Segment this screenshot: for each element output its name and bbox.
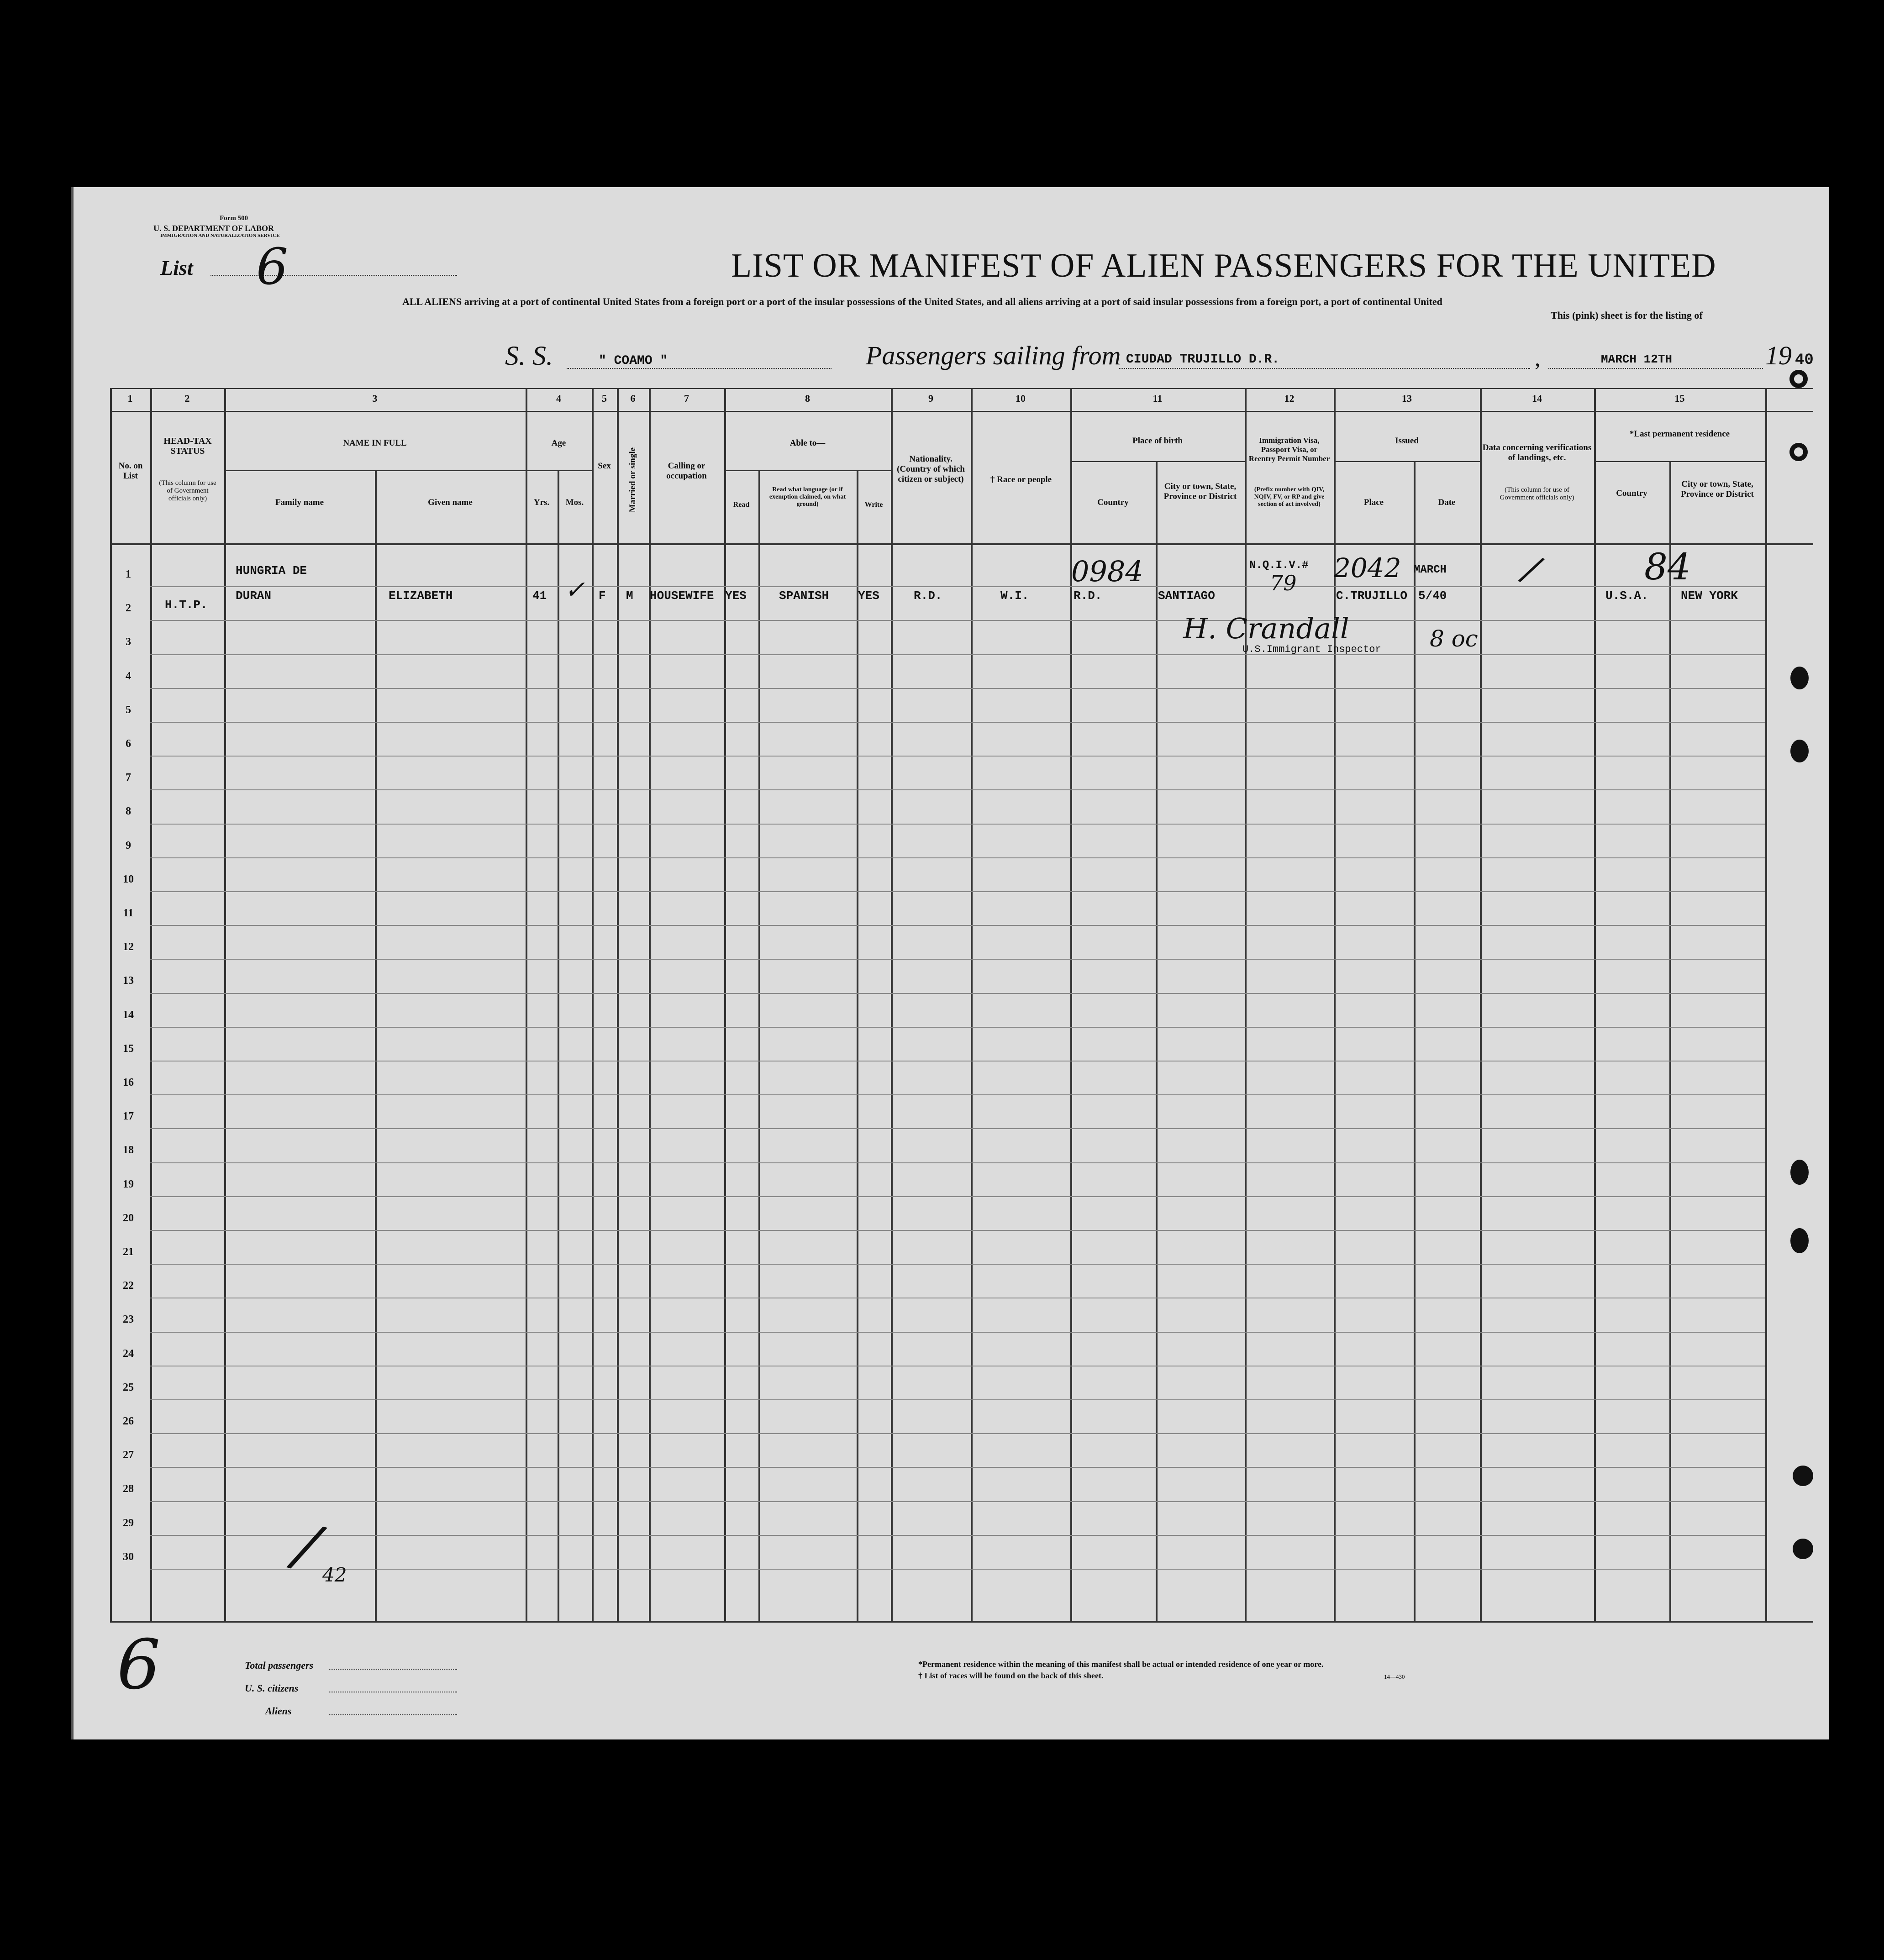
cell-head-tax: H.T.P. <box>165 598 208 612</box>
row-rule <box>150 1128 1765 1129</box>
cell-write: YES <box>858 589 879 603</box>
ship-name: " COAMO " <box>599 354 668 368</box>
row-rule <box>150 756 1765 757</box>
row-number: 17 <box>123 1110 134 1123</box>
colnum-6: 6 <box>630 393 636 404</box>
binder-hole-icon <box>1790 1160 1809 1185</box>
hdr-place-of-birth: Place of birth <box>1132 436 1183 446</box>
row-rule <box>150 1433 1765 1434</box>
cell-read: YES <box>725 589 747 603</box>
hdr-birth-country: Country <box>1097 498 1129 507</box>
row-rule <box>150 789 1765 790</box>
colnum-3: 3 <box>372 393 378 404</box>
colnum-rule <box>110 411 1813 412</box>
hdr-res-city: City or town, State, Province or District <box>1681 479 1754 499</box>
binder-hole-icon <box>1793 1539 1813 1559</box>
inspector-signature: H. Crandall <box>1183 612 1349 645</box>
sailing-line <box>1119 368 1530 369</box>
sailing-from: CIUDAD TRUJILLO D.R. <box>1126 352 1280 367</box>
row-rule <box>150 1535 1765 1536</box>
date-line <box>1548 368 1763 369</box>
row-number: 5 <box>126 704 131 716</box>
row-number: 8 <box>126 805 131 818</box>
col-line <box>1245 388 1247 1621</box>
row-rule <box>150 1094 1765 1095</box>
row-number: 20 <box>123 1212 134 1224</box>
row-number: 22 <box>123 1280 134 1292</box>
hdr-res-country: Country <box>1616 489 1647 498</box>
margin-mark: 6 <box>117 1625 161 1705</box>
binder-hole-icon <box>1789 443 1808 461</box>
cell-res-city: NEW YORK <box>1681 589 1738 603</box>
cell-sex: F <box>599 589 606 603</box>
cell-nationality: R.D. <box>914 589 942 603</box>
row-rule <box>150 722 1765 723</box>
subtitle-1: ALL ALIENS arriving at a port of continental United States from a foreign port or a port of the insular possessions of the United States, and all aliens arriving at a port of said insular possessions from a foreign port, a port of continental United <box>402 296 1442 307</box>
hdr-issued-date: Date <box>1438 498 1456 507</box>
cell-family-line1: HUNGRIA DE <box>236 564 307 578</box>
hdr-nationality: Nationality. (Country of which citizen or subject) <box>897 454 965 484</box>
sailing-date: MARCH 12TH <box>1601 352 1673 366</box>
hdr-write: Write <box>864 501 883 509</box>
row-number: 10 <box>123 873 134 885</box>
row-rule <box>150 891 1765 892</box>
row-number: 14 <box>123 1009 134 1021</box>
hdr-able-to: Able to— <box>789 438 826 448</box>
initials: 8 oc <box>1430 625 1478 652</box>
service: IMMIGRATION AND NATURALIZATION SERVICE <box>160 233 280 238</box>
col-line <box>526 388 527 1621</box>
res-subrule <box>1594 461 1765 462</box>
cell-res-country: U.S.A. <box>1605 589 1648 603</box>
colnum-13: 13 <box>1402 393 1412 404</box>
col-line <box>1669 461 1671 1621</box>
hdr-married: Married or single <box>628 447 637 513</box>
hdr-head-tax-note: (This column for use of Government officials only) <box>159 479 216 502</box>
hdr-given-name: Given name <box>428 498 473 507</box>
hdr-head-tax: HEAD-TAX STATUS <box>163 436 212 456</box>
col-line <box>891 388 893 1621</box>
cell-issued-place: C.TRUJILLO <box>1336 589 1408 603</box>
colnum-9: 9 <box>928 393 933 404</box>
cell-race: W.I. <box>1000 589 1029 603</box>
cell-issued-date: 5/40 <box>1418 589 1447 603</box>
row-rule <box>150 1196 1765 1197</box>
hdr-read: Read <box>733 501 750 509</box>
hdr-name-in-full: NAME IN FULL <box>343 438 407 448</box>
table-top-rule <box>110 388 1813 389</box>
binder-hole-icon <box>1789 370 1808 388</box>
row-rule <box>150 959 1765 960</box>
cell-married: M <box>626 589 633 603</box>
cell-issued-month: MARCH <box>1414 564 1447 576</box>
col-line <box>1480 388 1482 1621</box>
inspector-title: U.S.Immigrant Inspector <box>1242 644 1381 655</box>
hdr-family-name: Family name <box>275 498 324 507</box>
row-number: 1 <box>126 568 131 580</box>
colnum-10: 10 <box>1016 393 1026 404</box>
cell-visa-line2: 79 <box>1270 571 1297 595</box>
col-line <box>375 470 377 1621</box>
row-number: 24 <box>123 1347 134 1360</box>
row-rule <box>150 1264 1765 1265</box>
row-number: 15 <box>123 1042 134 1055</box>
bottom-count: 42 <box>322 1564 347 1586</box>
checkmark-icon: ✓ <box>564 575 585 604</box>
row-number: 4 <box>126 670 131 682</box>
form-number: Form 500 <box>220 215 248 222</box>
row-number: 28 <box>123 1483 134 1495</box>
colnum-8: 8 <box>805 393 810 404</box>
cell-language: SPANISH <box>779 589 829 603</box>
row-number: 12 <box>123 941 134 953</box>
row-number: 9 <box>126 839 131 851</box>
cell-yrs: 41 <box>532 589 547 603</box>
hdr-birth-city: City or town, State, Province or District <box>1163 482 1237 501</box>
row-number: 13 <box>123 975 134 987</box>
age-subrule <box>526 470 592 471</box>
able-subrule <box>724 470 891 471</box>
form-code: 14—430 <box>1384 1673 1405 1680</box>
cell-birth-country: R.D. <box>1074 589 1102 603</box>
aliens-label: Aliens <box>265 1705 292 1717</box>
table-bottom-rule <box>110 1621 1813 1623</box>
row-number: 16 <box>123 1077 134 1088</box>
col-line <box>558 470 559 1621</box>
slash-mark-icon: / <box>289 1509 326 1582</box>
total-passengers-line <box>329 1669 457 1670</box>
row-number: 3 <box>126 636 131 648</box>
footnote-races: † List of races will be found on the back of this sheet. <box>918 1671 1104 1680</box>
hdr-age: Age <box>551 438 566 448</box>
year-prefix: 19 <box>1765 341 1792 370</box>
binder-hole-icon <box>1790 740 1809 762</box>
row-rule <box>150 1501 1765 1502</box>
cell-visa-line1: N.Q.I.V.# <box>1249 559 1309 572</box>
hdr-visa: Immigration Visa, Passport Visa, or Reentry Permit Number <box>1248 436 1330 463</box>
row-number: 30 <box>123 1550 134 1563</box>
colnum-7: 7 <box>684 393 689 404</box>
col-line <box>724 388 726 1621</box>
ss-label: S. S. <box>505 341 553 371</box>
col-line <box>758 470 760 1621</box>
colnum-11: 11 <box>1153 393 1163 404</box>
list-label: List <box>160 256 193 279</box>
row-rule <box>150 857 1765 858</box>
name-subrule <box>224 470 526 471</box>
hdr-no-on-list: No. on List <box>118 461 143 481</box>
hdr-issued: Issued <box>1395 436 1419 446</box>
row-rule <box>150 1230 1765 1231</box>
colnum-12: 12 <box>1284 393 1295 404</box>
aliens-line <box>329 1714 457 1715</box>
col-line <box>971 388 973 1621</box>
footnote-residence: *Permanent residence within the meaning of this manifest shall be actual or intended residence of one year or more. <box>918 1660 1324 1669</box>
col-line <box>1156 461 1158 1621</box>
colnum-1: 1 <box>127 393 133 404</box>
cell-birth-city: SANTIAGO <box>1158 589 1215 603</box>
hdr-read-what: Read what language (or if exemption claimed, on what ground) <box>769 486 846 508</box>
us-citizens-label: U. S. citizens <box>245 1682 299 1694</box>
row-rule <box>150 688 1765 689</box>
issued-subrule <box>1334 461 1480 462</box>
col-line <box>1765 388 1767 1621</box>
row-number: 6 <box>126 738 131 750</box>
binder-hole-icon <box>1790 1228 1809 1253</box>
col-line <box>592 388 594 1621</box>
list-line <box>211 275 457 276</box>
form-title: LIST OR MANIFEST OF ALIEN PASSENGERS FOR THE UNITED <box>731 247 1716 284</box>
col-line <box>1414 461 1416 1621</box>
row-number: 25 <box>123 1381 134 1393</box>
binder-hole-icon <box>1793 1466 1813 1486</box>
col-line <box>224 388 226 1621</box>
hdr-calling: Calling or occupation <box>666 461 707 481</box>
row-rule <box>150 993 1765 994</box>
row-rule <box>150 620 1765 621</box>
hdr-sex: Sex <box>598 461 611 471</box>
cell-calling: HOUSEWIFE <box>650 589 714 603</box>
row-rule <box>150 1569 1765 1570</box>
tick-mark-icon: / <box>1518 547 1545 591</box>
res-handwritten: 84 <box>1644 546 1691 588</box>
department: U. S. DEPARTMENT OF LABOR <box>153 224 274 233</box>
row-number: 2 <box>126 602 131 615</box>
row-number: 26 <box>123 1415 134 1427</box>
row-rule <box>150 1399 1765 1400</box>
row-rule <box>150 654 1765 655</box>
list-number: 6 <box>256 237 288 296</box>
hdr-landings: Data concerning verifications of landings, etc. <box>1482 443 1592 462</box>
birth-subrule <box>1070 461 1245 462</box>
colnum-4: 4 <box>556 393 561 404</box>
hdr-issued-place: Place <box>1363 498 1384 507</box>
year-suffix: 40 <box>1795 352 1814 369</box>
hdr-yrs: Yrs. <box>533 498 550 507</box>
row-number: 19 <box>123 1178 134 1190</box>
col-line <box>1594 388 1596 1621</box>
hdr-mos: Mos. <box>565 498 584 507</box>
comma: , <box>1535 345 1541 371</box>
row-rule <box>150 824 1765 825</box>
col-line <box>617 388 619 1621</box>
ship-line <box>567 368 831 369</box>
col-line <box>857 470 858 1621</box>
row-number: 27 <box>123 1449 134 1461</box>
row-rule <box>150 1332 1765 1333</box>
row-number: 7 <box>126 772 131 784</box>
visa-handwritten: 2042 <box>1334 552 1401 583</box>
hdr-last-res: *Last permanent residence <box>1629 429 1730 439</box>
hdr-landings-note: (This column for use of Government officials only) <box>1500 486 1574 501</box>
row-number: 11 <box>123 907 134 919</box>
row-rule <box>150 925 1765 926</box>
hdr-race: † Race or people <box>990 475 1052 484</box>
row-rule <box>150 1467 1765 1468</box>
row-rule <box>150 1162 1765 1163</box>
colnum-5: 5 <box>602 393 607 404</box>
colnum-14: 14 <box>1532 393 1542 404</box>
row-rule <box>150 1027 1765 1028</box>
row-number: 29 <box>123 1517 134 1529</box>
birth-code-handwritten: 0984 <box>1071 555 1143 588</box>
binder-hole-icon <box>1790 667 1809 689</box>
colnum-15: 15 <box>1674 393 1685 404</box>
row-number: 18 <box>123 1144 134 1156</box>
cell-family-line2: DURAN <box>236 589 272 603</box>
col-line <box>649 388 651 1621</box>
col-line <box>150 388 152 1621</box>
total-passengers-label: Total passengers <box>245 1660 314 1671</box>
row-number: 23 <box>123 1314 134 1326</box>
colnum-2: 2 <box>184 393 190 404</box>
header-bottom-rule <box>110 543 1813 545</box>
cell-given-name: ELIZABETH <box>389 589 453 603</box>
row-number: 21 <box>123 1246 134 1258</box>
manifest-sheet <box>71 187 1829 1739</box>
sailing-label: Passengers sailing from <box>866 341 1121 370</box>
hdr-visa-note: (Prefix number with QIV, NQIV, FV, or RP and give section of act involved) <box>1254 486 1325 508</box>
subtitle-2: This (pink) sheet is for the listing of <box>1551 310 1703 321</box>
